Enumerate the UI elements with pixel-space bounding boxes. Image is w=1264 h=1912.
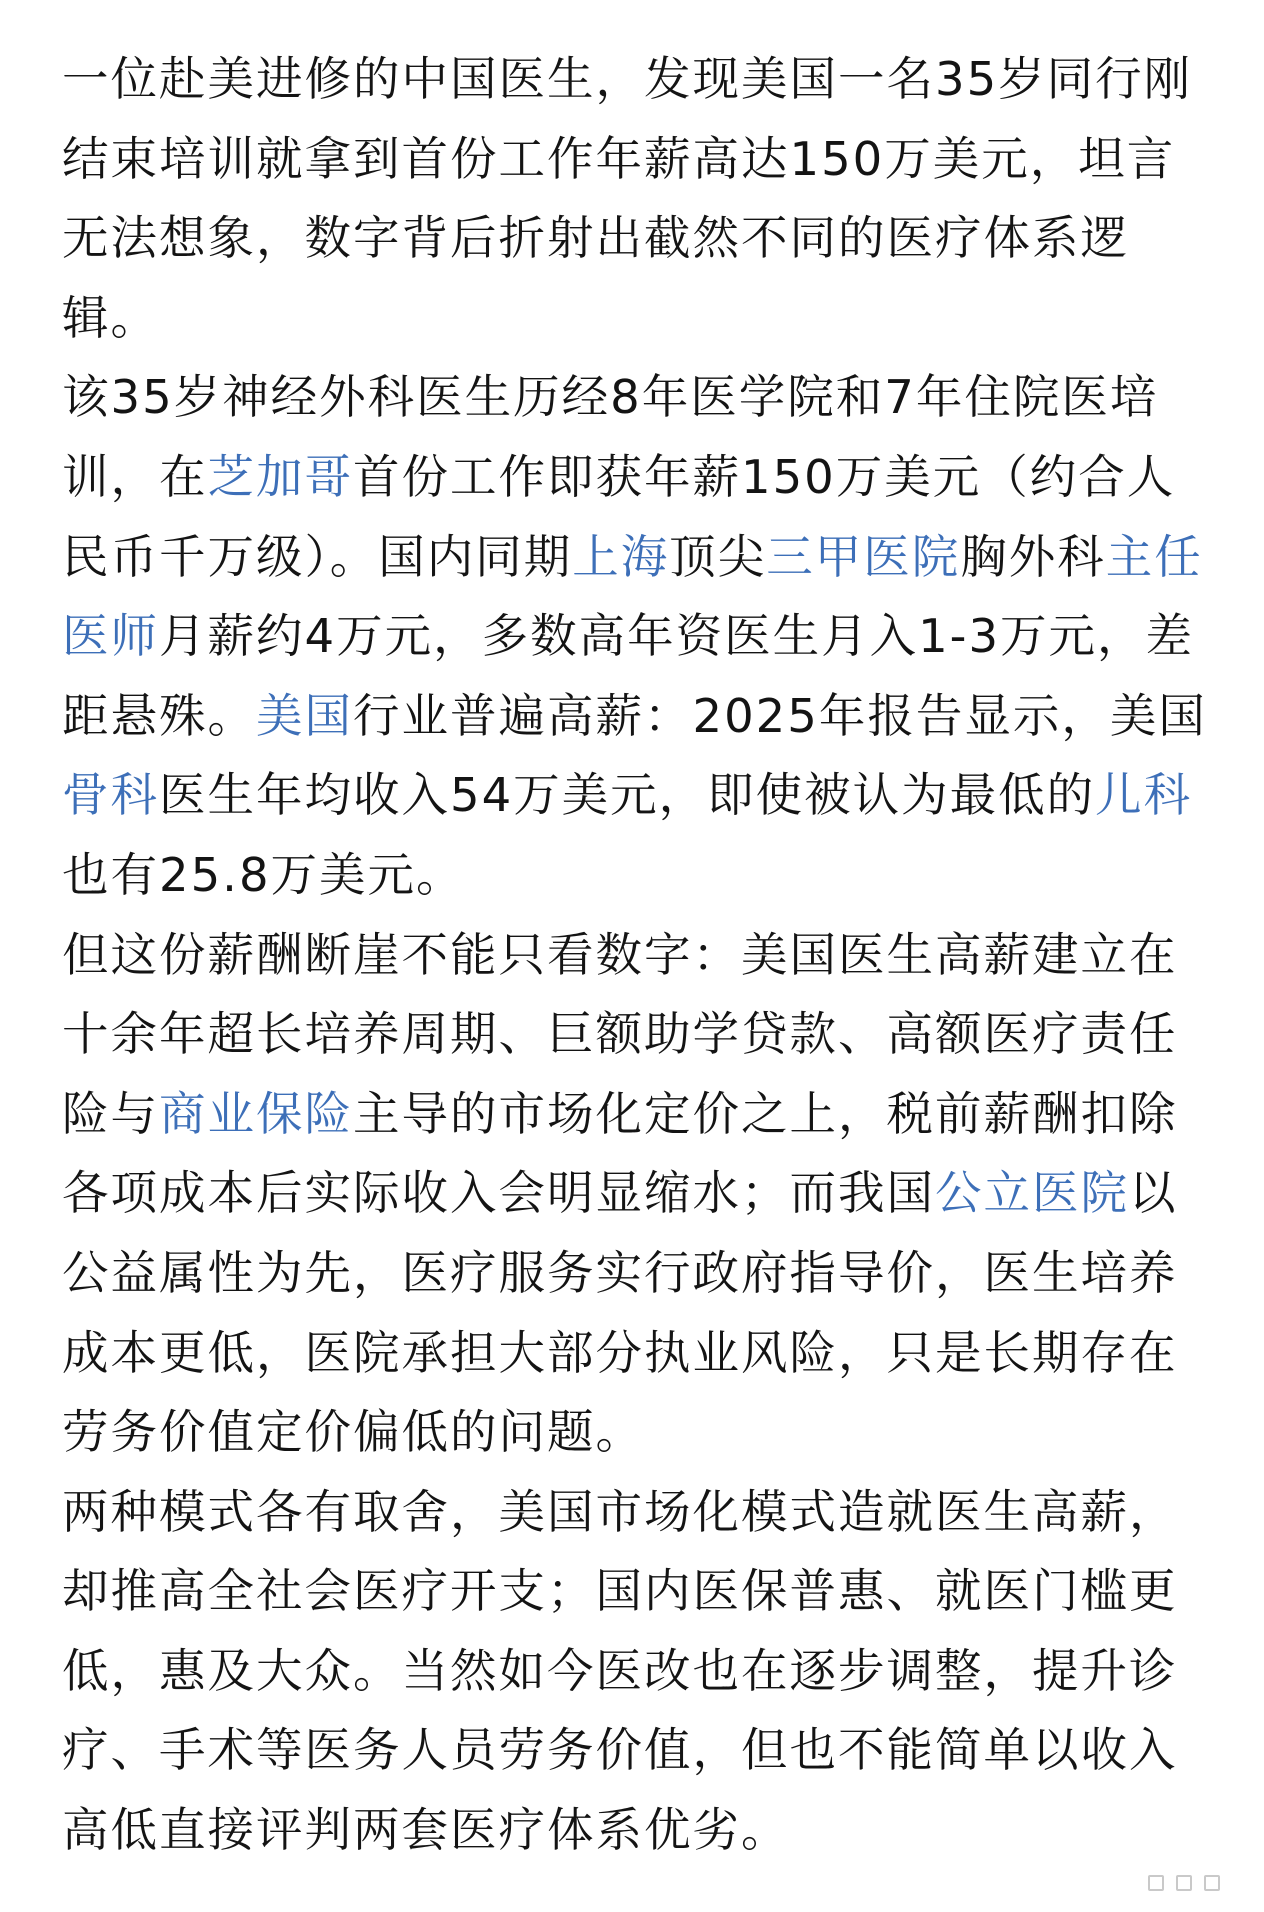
inline-link[interactable]: 儿科 <box>1095 768 1193 823</box>
dot-icon <box>1176 1875 1192 1891</box>
inline-link[interactable]: 商业保险 <box>159 1086 353 1141</box>
paragraph <box>62 916 1212 1473</box>
dot-icon <box>1148 1875 1164 1891</box>
inline-link[interactable]: 美国 <box>256 688 353 743</box>
paragraph <box>62 40 1212 358</box>
text-run: 一位赴美进修的中国医生，发现美国一名35岁同行刚结束培训就拿到首份工作年薪高达150万美元，坦言无法想象，数字背后折射出截然不同的医疗体系逻辑。 <box>62 52 1193 345</box>
text-run: 首份工作即获年薪150万美元（约合人民币千万级）。国内同期 <box>62 449 1176 584</box>
paragraph <box>62 358 1212 915</box>
text-run: 两种模式各有取舍，美国市场化模式造就医生高薪，却推高全社会医疗开支；国内医保普惠、就医门槛更低，惠及大众。当然如今医改也在逐步调整，提升诊疗、手术等医务人员劳务价值，但也不能简单以收入高低直接评判两套医疗体系优劣。 <box>62 1484 1178 1858</box>
text-run: 该35岁神经外科医生历经8年医学院和7年住院医培训，在 <box>62 370 1159 504</box>
text-run: 月薪约4万元，多数高年资医生月入1-3万元，差距悬殊。 <box>62 609 1195 743</box>
inline-link[interactable]: 公立医院 <box>935 1166 1129 1221</box>
inline-link[interactable]: 主任医师 <box>62 529 1203 664</box>
text-run: 顶尖 <box>669 529 767 584</box>
paragraph <box>62 1473 1212 1871</box>
dot-icon <box>1204 1875 1220 1891</box>
text-run: 行业普遍高薪：2025年报告显示，美国 <box>353 688 1207 743</box>
article-body <box>62 40 1212 1871</box>
text-run: 但这份薪酬断崖不能只看数字：美国医生高薪建立在十余年超长培养周期、巨额助学贷款、高额医疗责任险与 <box>62 927 1178 1141</box>
text-run: 胸外科 <box>960 529 1106 584</box>
text-run: 医生年均收入54万美元，即使被认为最低的 <box>159 768 1096 823</box>
inline-link[interactable]: 三甲医院 <box>766 529 961 584</box>
inline-link[interactable]: 芝加哥 <box>207 449 353 504</box>
text-run: 主导的市场化定价之上，税前薪酬扣除各项成本后实际收入会明显缩水；而我国 <box>62 1086 1178 1221</box>
text-run: 以公益属性为先，医疗服务实行政府指导价，医生培养成本更低，医院承担大部分执业风险，只是长期存在劳务价值定价偏低的问题。 <box>62 1166 1178 1460</box>
text-run: 也有25.8万美元。 <box>62 847 465 902</box>
inline-link[interactable]: 骨科 <box>62 768 159 823</box>
grid-dots-icon <box>1148 1866 1238 1900</box>
inline-link[interactable]: 上海 <box>572 529 670 584</box>
